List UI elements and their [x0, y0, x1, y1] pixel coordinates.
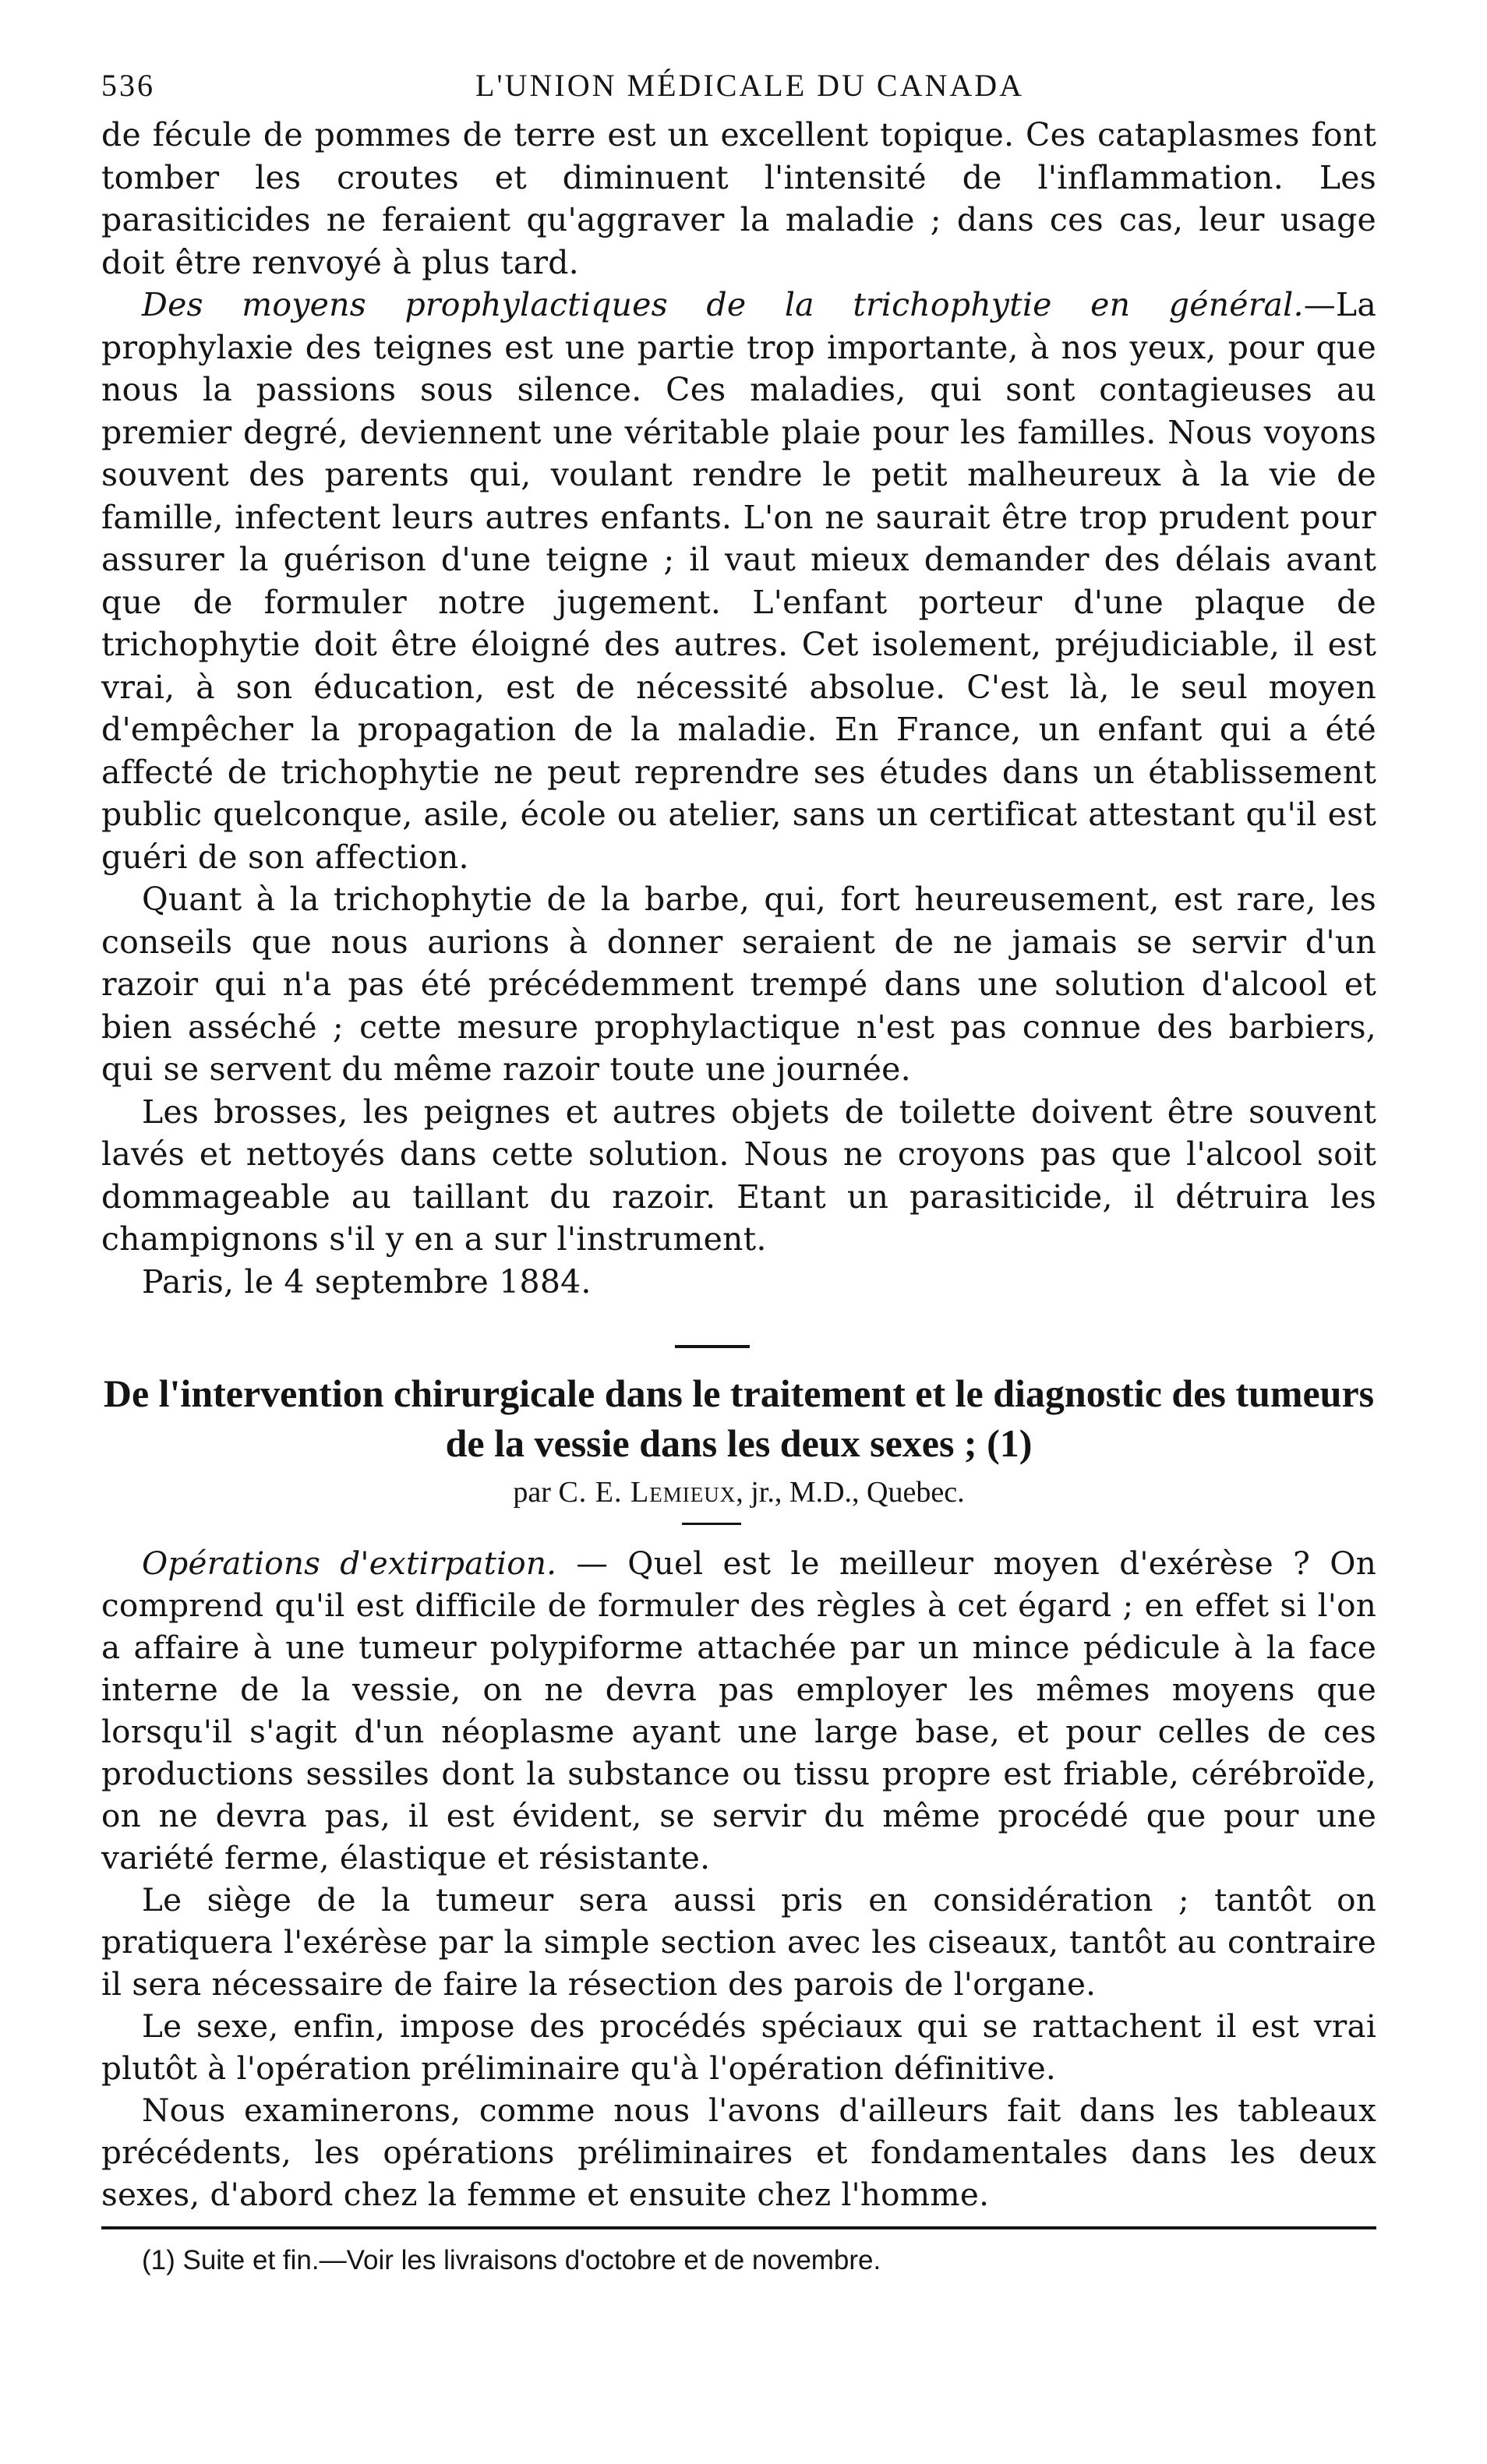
footnote-divider	[101, 2226, 1376, 2229]
article-title: De l'intervention chirurgicale dans le traitement et le diagnostic des tumeurs de la vessie dans les deux sexes ; (1)	[103, 1371, 1375, 1465]
title-divider	[682, 1523, 741, 1525]
paragraph-text: Le sexe, enfin, impose des procédés spéciaux qui se rattachent il est vrai plutôt à l'opération préliminaire qu'à l'opération définitive.	[101, 2007, 1376, 2087]
section-divider	[675, 1345, 750, 1348]
byline	[101, 1471, 1376, 1513]
paragraph-text: Quant à la trichophytie de la barbe, qui, fort heureusement, est rare, les conseils que nous aurions à donner seraient de ne jamais se servir d'un razoir qui n'a pas été précédemment trempé dans une solution d'alcool et bien asséché ; cette mesure prophylactique n'est pas connue des barbiers, qui se servent du même razoir toute une journée.	[101, 881, 1376, 1088]
paragraph	[101, 1879, 1376, 2005]
running-header	[101, 67, 1376, 114]
dateline: Paris, le 4 septembre 1884.	[142, 1262, 592, 1301]
footnote: (1) Suite et fin.—Voir les livraisons d'octobre et de novembre.	[142, 2245, 881, 2275]
book-page	[101, 67, 1376, 2279]
section-heading-inline: Opérations d'extirpation.	[142, 1544, 557, 1582]
byline-prefix: par	[513, 1476, 551, 1509]
paragraph	[101, 2089, 1376, 2215]
article-body	[101, 1542, 1376, 2215]
paragraph-text: —La prophylaxie des teignes est une partie trop importante, à nos yeux, pour que nous la passions sous silence. Ces maladies, qui sont contagieuses au premier degré, deviennent une véritable plaie pour les familles. Nous voyons souvent des parents qui, voulant rendre le petit malheureux à la vie de famille, infectent leurs autres enfants. L'on ne saurait être trop prudent pour assurer la guérison d'une teigne ; il vaut mieux demander des délais avant que de formuler notre jugement. L'enfant porteur d'une plaque de trichophytie doit être éloigné des autres. Cet isolement, préjudiciable, il est vrai, à son éducation, est de nécessité absolue. C'est là, le seul moyen d'empêcher la propagation de la maladie. En France, un enfant qui a été affecté de trichophytie ne peut reprendre ses études dans un établissement public quelconque, asile, école ou atelier, sans un certificat attestant qu'il est guéri de son affection.	[101, 286, 1376, 876]
byline-suffix: , jr., M.D., Quebec.	[736, 1476, 965, 1509]
section-heading-inline: Des moyens prophylactiques de la trichophytie en général.	[142, 286, 1304, 323]
first-section	[101, 114, 1376, 1303]
paragraph-text: Le siège de la tumeur sera aussi pris en considération ; tantôt on pratiquera l'exérèse par la simple section avec les ciseaux, tantôt au contraire il sera nécessaire de faire la résection des parois de l'organe.	[101, 1881, 1376, 2003]
paragraph-text: Les brosses, les peignes et autres objets de toilette doivent être souvent lavés et nettoyés dans cette solution. Nous ne croyons pas que l'alcool soit dommageable au taillant du razoir. Etant un parasiticide, il détruira les champignons s'il y en a sur l'instrument.	[101, 1093, 1376, 1258]
paragraph	[101, 114, 1376, 284]
paragraph-text: — Quel est le meilleur moyen d'exérèse ? On comprend qu'il est difficile de formuler des règles à cet égard ; en effet si l'on a affaire à une tumeur polypiforme attachée par un mince pédicule à la face interne de la vessie, on ne devra pas employer les mêmes moyens que lorsqu'il s'agit d'un néoplasme ayant une large base, et pour celles de ces productions sessiles dont la substance ou tissu propre est friable, cérébroïde, on ne devra pas, il est évident, se servir du même procédé que pour une variété ferme, élastique et résistante.	[101, 1544, 1376, 1876]
paragraph	[101, 1091, 1376, 1261]
paragraph	[101, 878, 1376, 1091]
paragraph	[101, 284, 1376, 878]
paragraph-text: de fécule de pommes de terre est un excellent topique. Ces cataplasmes font tomber les croutes et diminuent l'intensité de l'inflammation. Les parasiticides ne feraient qu'aggraver la maladie ; dans ces cas, leur usage doit être renvoyé à plus tard.	[101, 116, 1376, 281]
paragraph	[101, 2005, 1376, 2089]
page-number: 536	[101, 68, 155, 103]
journal-title: L'UNION MÉDICALE DU CANADA	[475, 68, 1025, 103]
paragraph-text: Nous examinerons, comme nous l'avons d'ailleurs fait dans les tableaux précédents, les opérations préliminaires et fondamentales dans les deux sexes, d'abord chez la femme et ensuite chez l'homme.	[101, 2092, 1376, 2213]
author-name: C. E. Lemieux	[558, 1476, 736, 1509]
paragraph	[101, 1542, 1376, 1879]
